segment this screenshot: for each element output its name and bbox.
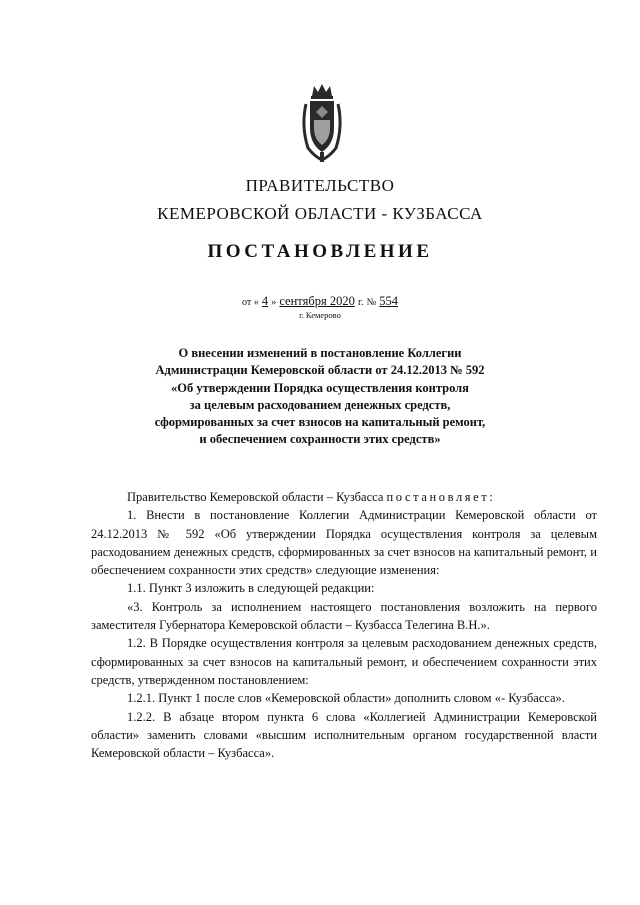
body-paragraph: «3. Контроль за исполнением настоящего постановления возложить на первого заместителя Губернатора Кемеровской области – Кузбасса Телегина В.Н.».: [91, 599, 597, 633]
document-body: [91, 488, 597, 762]
document-title: [110, 345, 530, 449]
date-day: 4: [261, 294, 269, 308]
title-line: «Об утверждении Порядка осуществления контроля: [171, 380, 469, 395]
intro-lead: Правительство Кемеровской области – Кузбасса: [127, 490, 384, 504]
title-line: О внесении изменений в постановление Коллегии: [178, 346, 462, 360]
intro-paragraph: [91, 488, 597, 506]
title-line: и обеспечением сохранности этих средств»: [199, 432, 441, 447]
date-prefix: от «: [241, 297, 259, 308]
body-paragraph: 1. Внести в постановление Коллегии Администрации Кемеровской области от 24.12.2013 № 592 «Об утверждении Порядка осуществления контроля за целевым расходованием денежных средств, сформированных за счет взносов на капитальный ремонт, и обеспечением сохранности этих средств» следующие изменения:: [91, 508, 597, 578]
title-line: за целевым расходованием денежных средств,: [189, 397, 451, 412]
government-name-line2: КЕМЕРОВСКОЙ ОБЛАСТИ - КУЗБАССА: [157, 204, 483, 223]
document-number: 554: [379, 294, 398, 308]
date-month-year: сентября 2020: [279, 294, 355, 308]
title-line: сформированных за счет взносов на капитальный ремонт,: [154, 415, 486, 430]
body-paragraph: 1.2.1. Пункт 1 после слов «Кемеровской области» дополнить словом «- Кузбасса».: [127, 691, 565, 706]
government-name-line1: ПРАВИТЕЛЬСТВО: [245, 176, 395, 195]
date-number-line: [0, 294, 640, 309]
date-mid: »: [271, 297, 277, 308]
body-paragraph: 1.1. Пункт 3 изложить в следующей редакции:: [127, 581, 375, 596]
body-paragraph: 1.2.2. В абзаце втором пункта 6 слова «Коллегией Администрации Кемеровской области» заменить словами «высшим исполнительным органом государственной власти Кемеровской области – Кузбасса».: [91, 709, 597, 761]
document-type-heading: ПОСТАНОВЛЕНИЕ: [207, 241, 433, 262]
number-sign: №: [366, 297, 377, 308]
body-paragraph: 1.2. В Порядке осуществления контроля за целевым расходованием денежных средств, сформированных за счет взносов на капитальный ремонт, и обеспечением сохранности этих средств, утвержденном постановлением:: [91, 636, 597, 687]
title-line: Администрации Кемеровской области от 24.12.2013 № 592: [155, 363, 485, 378]
intro-decree-word: постановляет:: [386, 490, 496, 504]
date-year-suffix: г.: [357, 297, 364, 308]
city-label: г. Кемерово: [299, 310, 341, 320]
coat-of-arms-icon: [300, 82, 344, 164]
